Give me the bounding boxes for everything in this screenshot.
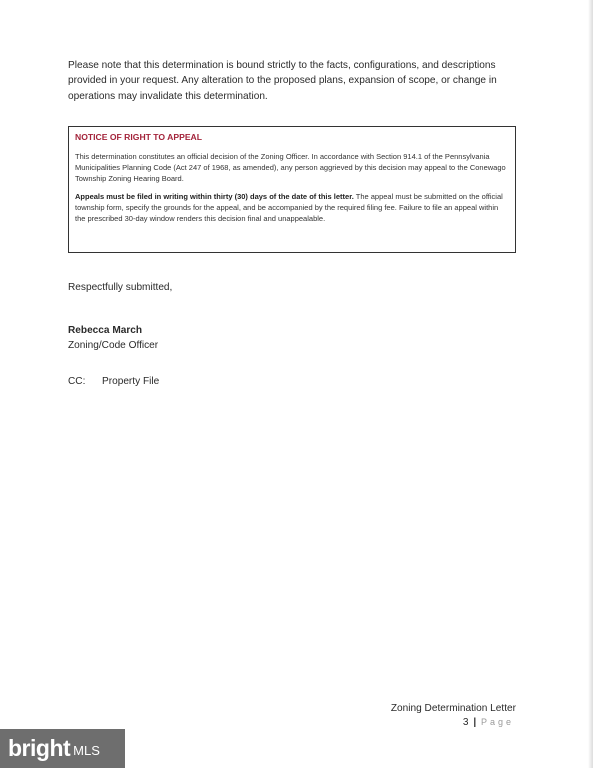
closing-line: Respectfully submitted, [68, 282, 173, 293]
page-separator: | [473, 717, 477, 728]
bright-mls-watermark [0, 729, 125, 768]
notice-paragraph-1: This determination constitutes an official decision of the Zoning Officer. In accordance with Section 914.1 of the Pennsylvania Municipalities Planning Code (Act 247 of 1968, as amended), any person aggrieved by this decision may appeal to the Conewago Township Zoning Hearing Board. [75, 152, 506, 183]
cc-label: CC: [68, 376, 86, 387]
watermark-suffix: MLS [73, 743, 100, 758]
intro-paragraph: Please note that this determination is bound strictly to the facts, configurations, and descriptions provided in your request. Any alteration to the proposed plans, expansion of scope, or change in operations may invalidate this determination. [68, 60, 497, 102]
notice-paragraph-2-rest: The appeal must be submitted on the official township form, specify the grounds for the appeal, and be accompanied by the required filing fee. Failure to file an appeal within the prescribed 30-day window renders this decision final and unappealable. [75, 192, 503, 223]
notice-paragraph-2-bold: Appeals must be filed in writing within thirty (30) days of the date of this letter. [75, 192, 354, 202]
notice-paragraph-2 [75, 192, 509, 224]
notice-title: NOTICE OF RIGHT TO APPEAL [75, 132, 203, 142]
page-edge-shadow [588, 0, 593, 768]
footer-title: Zoning Determination Letter [390, 703, 516, 714]
appeal-notice-box [68, 126, 516, 253]
signature-name: Rebecca March [68, 325, 143, 336]
signature-title: Zoning/Code Officer [68, 340, 159, 351]
page-word: Page [480, 717, 514, 727]
page-number: 3 [462, 717, 469, 728]
cc-value: Property File [102, 376, 160, 387]
footer-page-number [463, 717, 514, 728]
watermark-brand: bright [8, 735, 71, 761]
